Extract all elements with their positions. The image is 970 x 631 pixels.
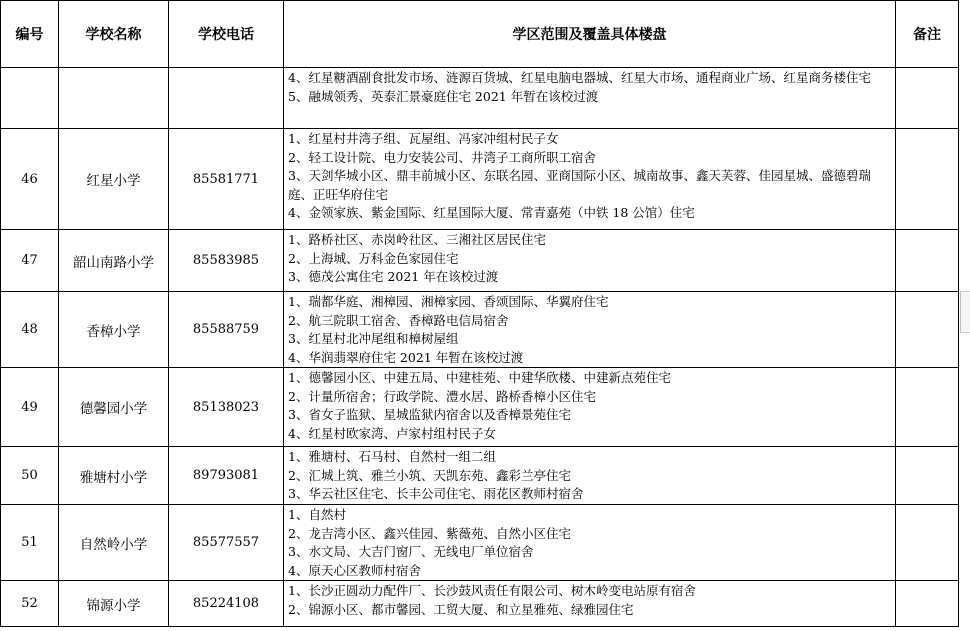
scope-line: 4、原天心区教师村宿舍: [288, 562, 421, 578]
scope-line: 1、路桥社区、赤岗岭社区、三湘社区居民住宅: [288, 232, 546, 247]
cell-phone: 85583985: [169, 230, 284, 292]
scope-line: 1、自然村: [288, 507, 346, 522]
cell-district-scope: [284, 505, 896, 581]
scope-line: 1、瑞都华庭、湘樟园、湘樟家园、香颂国际、华翼府住宅: [288, 294, 609, 309]
cell-remark: [896, 505, 959, 581]
cell-no: 48: [1, 292, 59, 368]
scope-line: 2、航三院职工宿舍、香樟路电信局宿舍: [288, 312, 509, 328]
cell-phone: 85224108: [169, 581, 284, 627]
cell-remark: [896, 68, 959, 129]
header-district-scope: 学区范围及覆盖具体楼盘: [284, 1, 896, 68]
cell-no: [1, 68, 59, 129]
cell-school-name: 德馨园小学: [59, 368, 169, 447]
cell-school-name: 香樟小学: [59, 292, 169, 368]
cell-remark: [896, 368, 959, 447]
table-row: [1, 447, 959, 505]
table-row: [1, 505, 959, 581]
scope-line: 2、计量所宿舍；行政学院、澧水居、路桥香樟小区住宅: [288, 388, 596, 404]
cell-school-name: 雅塘村小学: [59, 447, 169, 505]
header-school-name: 学校名称: [59, 1, 169, 68]
header-row: [1, 1, 959, 68]
table-row: [1, 68, 959, 129]
cell-no: 47: [1, 230, 59, 292]
cell-no: 46: [1, 129, 59, 230]
page-edge-marker: [960, 291, 970, 333]
cell-phone: 85138023: [169, 368, 284, 447]
cell-phone: 85588759: [169, 292, 284, 368]
scope-line: 4、红星村欧家湾、卢家村组村民子女: [288, 425, 496, 441]
cell-district-scope: [284, 292, 896, 368]
scope-line: 2、锦源小区、都市馨园、工贸大厦、和立星雅苑、绿雅园住宅: [288, 601, 634, 617]
scope-line: 1、红星村井湾子组、瓦屋组、冯家冲组村民子女: [288, 131, 559, 146]
scope-line: 4、红星糖酒副食批发市场、涟源百货城、红星电脑电器城、红星大市场、通程商业广场、红星商务楼住宅: [288, 70, 871, 85]
scope-line: 4、金领家族、紫金国际、红星国际大厦、常青嘉苑（中铁 18 公馆）住宅: [288, 205, 695, 220]
scope-line: 2、汇城上筑、雅兰小筑、天凯东苑、鑫彩兰亭住宅: [288, 467, 571, 483]
cell-remark: [896, 581, 959, 627]
header-school-phone: 学校电话: [169, 1, 284, 68]
cell-district-scope: [284, 129, 896, 230]
cell-district-scope: [284, 581, 896, 627]
cell-phone: [169, 68, 284, 129]
cell-school-name: 韶山南路小学: [59, 230, 169, 292]
cell-remark: [896, 447, 959, 505]
table-row: [1, 581, 959, 627]
scope-line: 5、融城领秀、英泰汇景豪庭住宅 2021 年暂在该校过渡: [288, 88, 599, 104]
cell-phone: 89793081: [169, 447, 284, 505]
cell-remark: [896, 129, 959, 230]
scope-line: 3、华云社区住宅、长丰公司住宅、雨花区教师村宿舍: [288, 486, 584, 501]
cell-remark: [896, 230, 959, 292]
table-row: [1, 368, 959, 447]
cell-school-name: 锦源小学: [59, 581, 169, 627]
header-remark: 备注: [896, 1, 959, 68]
cell-school-name: 自然岭小学: [59, 505, 169, 581]
cell-no: 51: [1, 505, 59, 581]
scope-line: 3、水文局、大吉门窗厂、无线电厂单位宿舍: [288, 544, 534, 559]
scope-line: 3、天剑华城小区、鼎丰前城小区、东联名园、亚商国际小区、城南故事、鑫天芙蓉、佳园星城、盛德碧瑞庭、正旺华府住宅: [288, 168, 871, 202]
cell-no: 50: [1, 447, 59, 505]
cell-no: 49: [1, 368, 59, 447]
scope-line: 1、德馨园小区、中建五局、中建桂苑、中建华欣楼、中建新点苑住宅: [288, 370, 671, 385]
scope-line: 3、德茂公寓住宅 2021 年在该校过渡: [288, 269, 499, 284]
header-no: 编号: [1, 1, 59, 68]
table-row: [1, 129, 959, 230]
scope-line: 2、轻工设计院、电力安装公司、井湾子工商所职工宿舍: [288, 149, 596, 165]
scope-line: 4、华润翡翠府住宅 2021 年暂在该校过渡: [288, 349, 524, 365]
cell-remark: [896, 292, 959, 368]
scope-line: 3、红星村北冲尾组和樟树屋组: [288, 331, 459, 346]
cell-phone: 85581771: [169, 129, 284, 230]
cell-district-scope: [284, 230, 896, 292]
cell-phone: 85577557: [169, 505, 284, 581]
cell-no: 52: [1, 581, 59, 627]
scope-line: 2、上海城、万科金色家园住宅: [288, 250, 459, 266]
cell-school-name: [59, 68, 169, 129]
scope-line: 3、省女子监狱、星城监狱内宿舍以及香樟景苑住宅: [288, 407, 571, 422]
cell-district-scope: [284, 368, 896, 447]
table-row: [1, 292, 959, 368]
table-row: [1, 230, 959, 292]
cell-district-scope: [284, 68, 896, 129]
scope-line: 2、龙吉湾小区、鑫兴佳园、紫薇苑、自然小区住宅: [288, 525, 571, 541]
scope-line: 1、长沙正圆动力配件厂、长沙鼓风责任有限公司、树木岭变电站原有宿舍: [288, 583, 696, 598]
scope-line: 1、雅塘村、石马村、自然村一组二组: [288, 449, 496, 464]
cell-district-scope: [284, 447, 896, 505]
cell-school-name: 红星小学: [59, 129, 169, 230]
